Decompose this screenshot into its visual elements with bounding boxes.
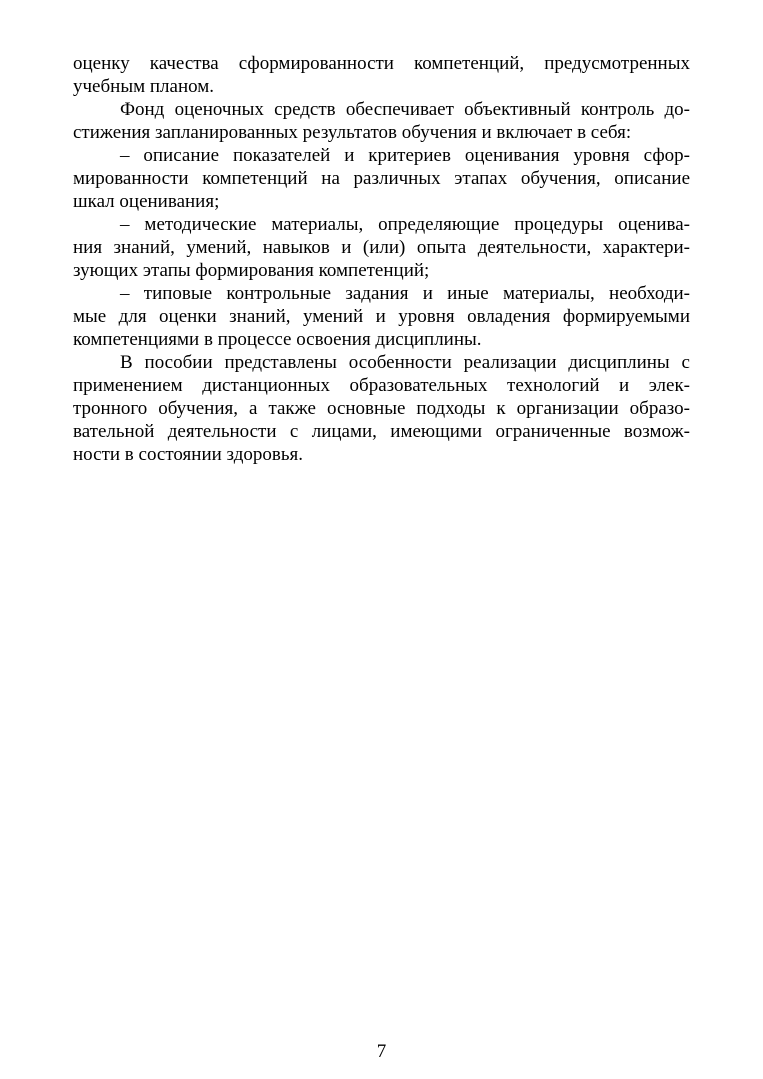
text-line: применением дистанционных образовательных технологий и элек- [73,375,690,396]
paragraph-manual-features [73,351,690,466]
paragraph-continuation [73,52,690,98]
list-item-indicators [73,144,690,213]
list-item-methodical [73,213,690,282]
text-line: мированности компетенций на различных этапах обучения, описание [73,168,690,189]
text-line: вательной деятельности с лицами, имеющими ограниченные возмож- [73,421,690,442]
text-line: – методические материалы, определяющие процедуры оценива- [120,214,690,235]
text-line: Фонд оценочных средств обеспечивает объективный контроль до- [120,99,690,120]
text-line: тронного обучения, а также основные подходы к организации образо- [73,398,690,419]
document-body [73,52,690,466]
text-line: – типовые контрольные задания и иные материалы, необходи- [120,283,690,304]
text-line: стижения запланированных результатов обучения и включает в себя: [73,122,632,143]
text-line: зующих этапы формирования компетенций; [73,260,430,281]
paragraph-fund-intro [73,98,690,144]
text-line: шкал оценивания; [73,191,220,212]
list-item-typical-tasks [73,282,690,351]
text-line: компетенциями в процессе освоения дисциплины. [73,329,482,350]
text-line: мые для оценки знаний, умений и уровня овладения формируемыми [73,306,690,327]
text-line: – описание показателей и критериев оценивания уровня сфор- [120,145,690,166]
text-line: В пособии представлены особенности реализации дисциплины с [120,352,690,373]
text-line: учебным планом. [73,76,215,97]
text-line: оценку качества сформированности компетенций, предусмотренных [73,53,690,74]
text-line: ния знаний, умений, навыков и (или) опыта деятельности, характери- [73,237,690,258]
text-line: ности в состоянии здоровья. [73,444,303,465]
page-number: 7 [376,1041,387,1062]
